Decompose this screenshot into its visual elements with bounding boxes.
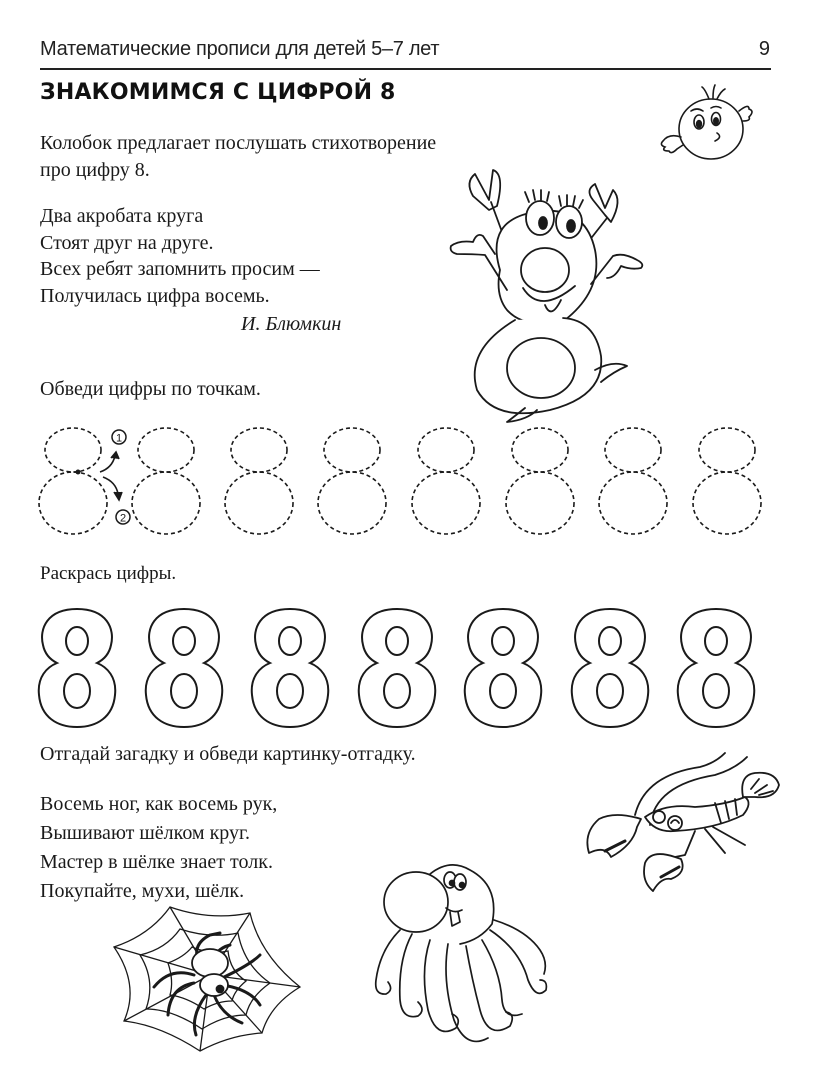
eight-character-illustration — [445, 160, 665, 410]
riddle-line: Вышивают шёлком круг. — [40, 822, 250, 844]
kolobok-illustration — [655, 85, 755, 175]
intro-text — [40, 130, 480, 183]
riddle-line: Мастер в шёлке знает толк. — [40, 851, 273, 873]
poem-line: Получилась цифра восемь. — [40, 284, 270, 307]
outline-eights-row — [0, 605, 835, 735]
outline-eight[interactable] — [359, 609, 436, 727]
dotted-eight[interactable] — [318, 428, 386, 534]
poem-line: Стоят друг на друге. — [40, 231, 214, 254]
outline-eight[interactable] — [146, 609, 223, 727]
start-point-icon — [76, 470, 81, 475]
step-marker-1-icon — [112, 430, 126, 445]
section-title: ЗНАКОМИМСЯ С ЦИФРОЙ 8 — [40, 80, 396, 105]
dotted-eight[interactable] — [225, 428, 293, 534]
trace-instruction: Обведи цифры по точкам. — [40, 378, 261, 400]
intro-line: Колобок предлагает послушать стихотворение — [40, 132, 437, 154]
dotted-eight[interactable] — [39, 428, 107, 534]
outline-eight[interactable] — [465, 609, 542, 727]
dotted-eight[interactable] — [693, 428, 761, 534]
riddle-line: Покупайте, мухи, шёлк. — [40, 880, 245, 902]
book-title: Математические прописи для детей 5–7 лет — [40, 38, 440, 60]
poem-line: Всех ребят запомнить просим — — [40, 258, 320, 280]
dotted-eight[interactable] — [412, 428, 480, 534]
riddle-text — [40, 790, 277, 906]
dotted-eights-row — [0, 420, 835, 540]
dotted-eight[interactable] — [506, 428, 574, 534]
riddle-instruction: Отгадай загадку и обведи картинку-отгадку. — [40, 743, 416, 765]
svg-text:2: 2 — [119, 512, 127, 525]
intro-line: про цифру 8. — [40, 158, 150, 181]
color-instruction: Раскрась цифры. — [40, 563, 177, 584]
page-number: 9 — [758, 38, 770, 60]
poem-line: Два акробата круга — [40, 205, 204, 227]
svg-text:1: 1 — [115, 432, 123, 445]
riddle-line: Восемь ног, как восемь рук, — [40, 793, 278, 815]
outline-eight[interactable] — [39, 609, 116, 727]
dotted-eight[interactable] — [132, 428, 200, 534]
outline-eight[interactable] — [252, 609, 329, 727]
stroke-arrow-1-icon — [100, 452, 119, 472]
outline-eight[interactable] — [678, 609, 755, 727]
dotted-eight[interactable] — [599, 428, 667, 534]
octopus-picture[interactable] — [370, 850, 550, 1060]
outline-eight[interactable] — [572, 609, 649, 727]
spider-on-web-picture[interactable] — [110, 905, 310, 1055]
poem-author: И. Блюмкин — [241, 313, 342, 335]
header-divider — [40, 68, 771, 70]
poem — [40, 203, 320, 309]
step-marker-2-icon — [116, 510, 130, 525]
crayfish-picture[interactable] — [575, 745, 795, 895]
